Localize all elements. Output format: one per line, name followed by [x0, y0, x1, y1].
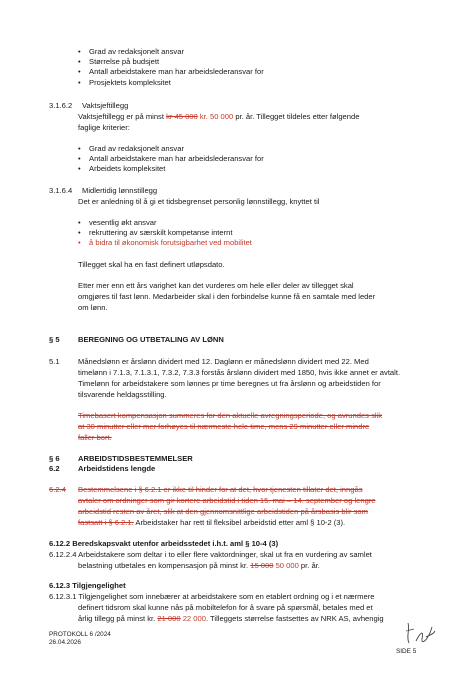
deleted-text: faller bort. — [78, 433, 112, 442]
deleted-text: avtaler om ordninger som gir kortere arbeidstid i tiden 15. mai – 14. september og lengre — [78, 496, 376, 505]
list-item-inserted: • å bidra til økonomisk forutsigbarhet ved mobilitet — [78, 238, 418, 248]
inserted-text: 22 000 — [180, 614, 206, 623]
paragraph: Månedslønn er årslønn dividert med 12. Daglønn er månedslønn dividert med 22. Med — [78, 357, 369, 366]
deleted-text: 15 000 — [250, 561, 274, 570]
paragraph: Det er anledning til å gi et tidsbegrenset personlig lønnstillegg, knyttet til — [78, 197, 320, 206]
list-item: • Antall arbeidstakere man har arbeidslederansvar for — [78, 154, 418, 164]
subsection-heading: 6.12.2 Beredskapsvakt utenfor arbeidsstedet i.h.t. aml § 10-4 (3) — [49, 539, 279, 548]
paragraph: 6.12.2.4 Arbeidstakere som deltar i to eller flere vaktordninger, skal ut fra en vurdering av samlet — [49, 550, 372, 559]
section-number: 6.2 — [49, 464, 60, 473]
paragraph: om lønn. — [78, 303, 108, 312]
paragraph: timelønn i 7.1.3, 7.1.3.1, 7.3.2, 7.3.3 forstås årslønn dividert med 1850, hvis ikke annet er avtalt. — [78, 368, 401, 377]
deleted-text: Bestemmelsene i § 6.2.1 er ikke til hinder for at det, hvor tjenesten tillater det, inngås — [78, 485, 363, 494]
signature-icon — [402, 619, 438, 649]
inserted-text: kr. 50 000 — [199, 112, 234, 121]
list-item: • Arbeidets kompleksitet — [78, 164, 418, 174]
paragraph: definert tidsrom skal kunne nås på mobiltelefon for å svare på spørsmål, betales med et — [78, 603, 373, 612]
subsection-heading: 6.12.3 Tilgjengelighet — [49, 581, 126, 590]
section-number: § 6 — [49, 454, 60, 463]
footer-protocol: PROTOKOLL 6 /2024 — [49, 631, 111, 638]
paragraph: fastsatt i § 6.2.1. Arbeidstaker har rett til fleksibel arbeidstid etter aml § 10-2 (3). — [78, 518, 346, 527]
section-title: Midlertidig lønnstillegg — [82, 186, 158, 195]
bullet-list — [78, 144, 418, 175]
paragraph: omgjøres til fast lønn. Medarbeider skal i den forbindelse kunne få en samtale med leder — [78, 292, 376, 301]
footer — [49, 631, 111, 647]
page-number: SIDE 5 — [396, 648, 417, 655]
section-title: Vaktsjeftillegg — [82, 101, 129, 110]
paragraph: faglige kriterier: — [78, 123, 130, 132]
paragraph: Timelønn for arbeidstakere som lønnes pr time beregnes ut fra årslønn og arbeidstiden for — [78, 379, 381, 388]
deleted-text: at 30 minutter eller mer forhøyes til nærmeste hele time, mens 29 minutter eller mindre — [78, 422, 370, 431]
list-item: • vesentlig økt ansvar — [78, 218, 418, 228]
section-number: 3.1.6.4 — [49, 186, 73, 195]
paragraph: Etter mer enn ett års varighet kan det vurderes om hele eller deler av tillegget skal — [78, 281, 354, 290]
section-heading: BEREGNING OG UTBETALING AV LØNN — [78, 335, 224, 344]
paragraph: 6.12.3.1 Tilgjengelighet som innebærer at arbeidstakere som en etablert ordning og i et nærmere — [49, 592, 375, 601]
paragraph: tilsvarende heldagsstilling. — [78, 390, 167, 399]
deleted-text: kr 45 000 — [166, 112, 198, 121]
deleted-text: Timebasert kompensasjon summeres for den aktuelle avregningsperiode, og avrundes slik — [78, 411, 383, 420]
paragraph: Tillegget skal ha en fast definert utløpsdato. — [78, 260, 225, 269]
top-bullet-list — [78, 47, 418, 88]
paragraph: belastning utbetales en kompensasjon på minst kr. 15 000 50 000 pr. år. — [78, 561, 320, 570]
list-item: • Prosjektets kompleksitet — [78, 78, 418, 88]
section-heading: ARBEIDSTIDSBESTEMMELSER — [78, 454, 193, 463]
section-number: 3.1.6.2 — [49, 101, 73, 110]
list-item: • rekruttering av særskilt kompetanse internt — [78, 228, 418, 238]
list-item: • Størrelse på budsjett — [78, 57, 418, 67]
deleted-text: 21 000 — [157, 614, 181, 623]
paragraph: årlig tillegg på minst kr. 21 000 22 000. Tilleggets størrelse fastsettes av NRK AS, avhengig — [78, 614, 384, 623]
deleted-text: arbeidstid resten av året, slik at den gjennomsnittlige arbeidstiden på årsbasis blir som — [78, 507, 368, 516]
section-number: 5.1 — [49, 357, 60, 366]
section-heading: Arbeidstidens lengde — [78, 464, 156, 473]
bullet-list — [78, 218, 418, 249]
footer-date: 26.04.2026 — [49, 639, 81, 646]
paragraph: Vaktsjeftillegg er på minst kr 45 000 kr. 50 000 pr. år. Tillegget tildeles etter følgende — [78, 112, 360, 121]
inserted-text: 50 000 — [273, 561, 299, 570]
list-item: • Antall arbeidstakere man har arbeidslederansvar for — [78, 67, 418, 77]
section-number-deleted: 6.2.4 — [49, 485, 66, 494]
list-item: • Grad av redaksjonelt ansvar — [78, 47, 418, 57]
deleted-text: fastsatt i § 6.2.1. — [78, 518, 134, 527]
section-number: § 5 — [49, 335, 60, 344]
list-item: • Grad av redaksjonelt ansvar — [78, 144, 418, 154]
